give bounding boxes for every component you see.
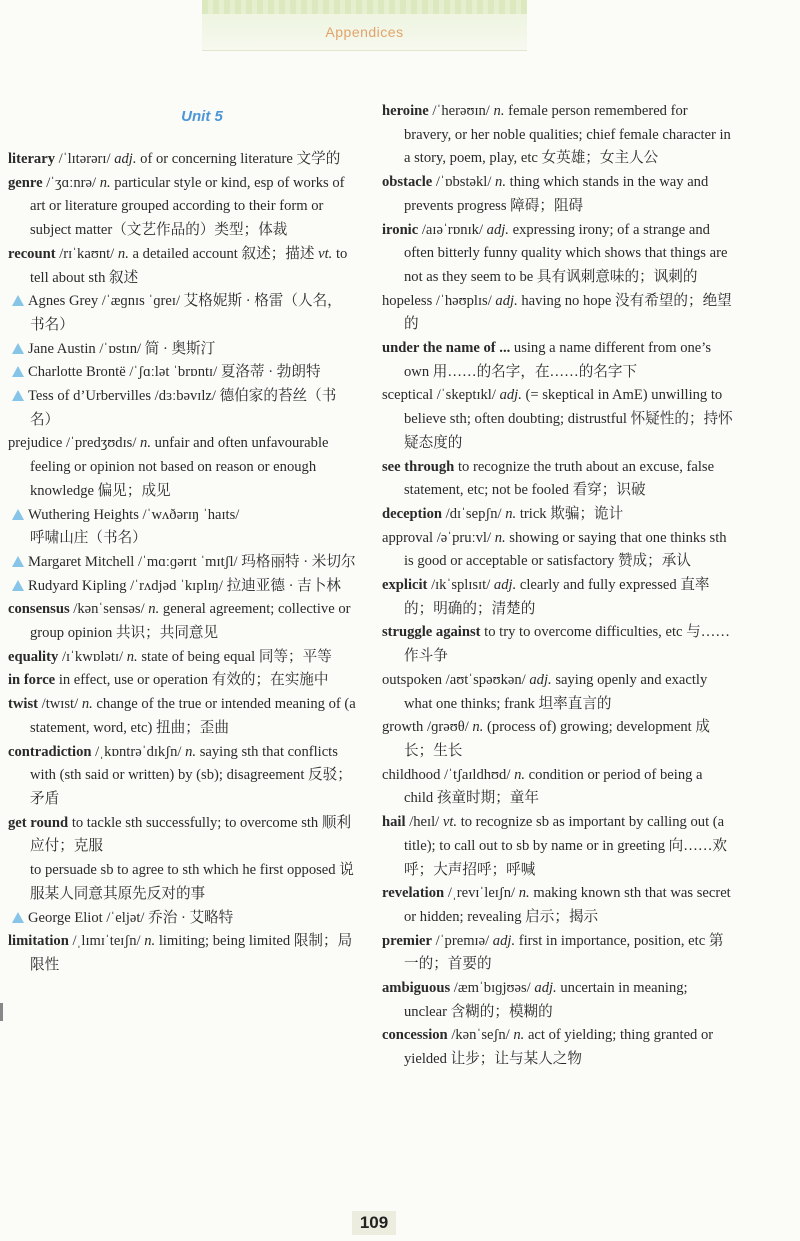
definition: 简 · 奥斯汀 <box>144 340 216 357</box>
definition: trick 欺骗；诡计 <box>519 505 624 522</box>
definition: to recognize the truth about an excuse, false statement, etc; not be fooled 看穿；识破 <box>404 458 715 499</box>
pronunciation: /rɪˈkaʊnt/ <box>59 245 115 262</box>
definition: in effect, use or operation 有效的；在实施中 <box>58 672 329 689</box>
definition: to tell about sth 叙述 <box>30 245 348 286</box>
headword: recount <box>8 245 56 262</box>
glossary-entry <box>382 977 734 1024</box>
glossary-entry <box>8 172 356 243</box>
pronunciation: /dɜːbəvɪlz/ <box>154 388 216 405</box>
part-of-speech: n. <box>518 885 530 902</box>
glossary-list-left <box>8 148 356 978</box>
definition: saying sth that conflicts with (sth said or written) by (sb); disagreement 反驳；矛盾 <box>30 743 352 807</box>
part-of-speech: adj. <box>529 671 552 688</box>
definition: 呼啸山庄（书名） <box>30 530 147 547</box>
pronunciation: /ˈɒbstəkl/ <box>435 174 492 191</box>
definition: (= skeptical in AmE) unwilling to believe sth; often doubting; distrustful 怀疑性的；持怀疑态度的 <box>404 387 733 451</box>
pronunciation: /ˈɒstɪn/ <box>99 340 142 357</box>
part-of-speech: adj. <box>495 292 518 309</box>
glossary-entry <box>8 930 356 977</box>
part-of-speech: n. <box>495 174 506 191</box>
proper-name-entry <box>8 551 356 575</box>
proper-name-triangle-icon <box>12 556 24 567</box>
definition: 德伯家的苔丝（书名） <box>30 388 337 428</box>
pronunciation: /ˈtʃaɪldhʊd/ <box>444 766 511 783</box>
glossary-entry <box>8 741 356 812</box>
proper-name-triangle-icon <box>12 295 24 306</box>
definition: uncertain in meaning; unclear 含糊的；模糊的 <box>404 980 688 1020</box>
headword: hail <box>382 814 406 831</box>
glossary-entry <box>382 1024 734 1071</box>
section-title: Appendices <box>325 24 404 40</box>
glossary-entry <box>382 811 734 882</box>
headword: revelation <box>382 885 445 902</box>
glossary-entry <box>382 716 734 763</box>
proper-name-entry <box>8 575 356 599</box>
proper-name-entry <box>8 361 356 385</box>
header-banner <box>202 0 527 51</box>
definition: particular style or kind, esp of works of art or literature grouped according to their form or subject matter（文艺作品的）类型；体裁 <box>30 174 345 239</box>
definition: using a name different from one’s own 用……的名字，在……的名字下 <box>404 340 711 380</box>
glossary-entry <box>382 930 734 977</box>
definition: to recognize sb as important by calling out (a title); to call out to sb by name or in greeting 向……欢呼；大声招呼；呼喊 <box>404 814 728 878</box>
part-of-speech: adj. <box>534 980 557 997</box>
headword: Tess of d’Urbervilles <box>28 388 151 405</box>
definition: expressing irony; of a strange and often bitterly funny quality which shows that things are not as they seem to be 具有讽刺意味的；讽刺的 <box>404 221 728 285</box>
definition: thing which stands in the way and prevents progress 障碍；阻碍 <box>404 174 709 214</box>
pronunciation: /ˈrʌdjəd ˈkɪplɪŋ/ <box>130 577 223 594</box>
pronunciation: /ˈpremɪə/ <box>435 932 490 949</box>
headword: obstacle <box>382 174 433 191</box>
definition: 乔治 · 艾略特 <box>148 909 234 926</box>
pronunciation: /ˈæɡnɪs ˈɡreɪ/ <box>101 293 181 310</box>
pronunciation: /ɡrəʊθ/ <box>427 719 469 736</box>
part-of-speech: adj. <box>486 221 509 238</box>
glossary-entry <box>382 384 734 455</box>
glossary-entry <box>382 882 734 929</box>
pronunciation: /twɪst/ <box>41 696 79 713</box>
headword: ironic <box>382 221 419 238</box>
glossary-entry <box>382 669 734 716</box>
pronunciation: /əˈpruːvl/ <box>436 529 492 546</box>
margin-mark <box>0 1003 3 1021</box>
header-decoration <box>202 0 527 14</box>
pronunciation: /ˈhəʊplɪs/ <box>435 292 492 309</box>
headword: under the name of ... <box>382 340 511 357</box>
part-of-speech: adj. <box>499 387 522 404</box>
part-of-speech: n. <box>81 696 93 713</box>
pronunciation: /ˈherəʊɪn/ <box>432 103 490 119</box>
glossary-entry <box>8 598 356 645</box>
headword: consensus <box>8 601 70 618</box>
glossary-entry <box>382 527 734 574</box>
glossary-list-right <box>382 100 734 1072</box>
part-of-speech: vt. <box>442 814 458 831</box>
definition: 夏洛蒂 · 勃朗特 <box>220 364 321 381</box>
definition: 艾格妮斯 · 格雷（人名，书名） <box>30 293 342 333</box>
proper-name-triangle-icon <box>12 343 24 354</box>
part-of-speech: n. <box>140 435 151 452</box>
pronunciation: /ˈʃɑːlət ˈbrɒntɪ/ <box>129 364 218 381</box>
part-of-speech: vt. <box>318 245 333 262</box>
part-of-speech: n. <box>148 601 160 618</box>
headword: twist <box>8 696 38 713</box>
proper-name-entry <box>8 385 356 432</box>
headword: get round <box>8 814 69 831</box>
headword: Wuthering Heights <box>28 506 139 523</box>
part-of-speech: n. <box>505 505 517 522</box>
definition: having no hope 没有希望的；绝望的 <box>404 292 732 333</box>
definition: female person remembered for bravery, or her noble qualities; chief female character in a story, poem, play, etc 女英雄；女主人公 <box>404 103 731 167</box>
pronunciation: /ˈlɪtərərɪ/ <box>58 151 111 167</box>
pronunciation: /ˌlɪmɪˈteɪʃn/ <box>72 933 141 950</box>
definition: clearly and fully expressed 直率的；明确的；清楚的 <box>404 577 710 617</box>
definition: unfair and often unfavourable feeling or opinion not based on reason or enough knowledge 偏见；成见 <box>30 435 329 499</box>
headword: George Eliot <box>28 909 103 926</box>
part-of-speech: n. <box>513 1027 525 1044</box>
pronunciation: /ˈeljət/ <box>106 909 145 926</box>
definition: change of the true or intended meaning of (a statement, word, etc) 扭曲；歪曲 <box>30 696 356 736</box>
definition: general agreement; collective or group opinion 共识；共同意见 <box>30 601 351 642</box>
headword: concession <box>382 1027 448 1044</box>
headword: equality <box>8 648 59 665</box>
pronunciation: /ɪˈkwɒlətɪ/ <box>61 648 124 665</box>
proper-name-triangle-icon <box>12 390 24 401</box>
glossary-entry <box>8 669 356 693</box>
part-of-speech: adj. <box>492 932 516 949</box>
sub-definition: to persuade sb to agree to sth which he first opposed 说服某人同意其原先反对的事 <box>30 862 354 902</box>
definition: a detailed account 叙述；描述 <box>132 245 315 262</box>
headword: struggle against <box>382 624 481 641</box>
part-of-speech: n. <box>514 766 526 783</box>
glossary-entry <box>382 503 734 527</box>
headword: ambiguous <box>382 980 451 997</box>
proper-name-triangle-icon <box>12 912 24 923</box>
glossary-entry <box>382 621 734 668</box>
headword: Margaret Mitchell <box>28 553 135 570</box>
part-of-speech: n. <box>494 529 506 546</box>
headword: growth <box>382 719 424 736</box>
proper-name-entry <box>8 907 356 931</box>
headword: sceptical <box>382 387 434 404</box>
part-of-speech: n. <box>99 174 111 191</box>
definition: act of yielding; thing granted or yielded 让步；让与某人之物 <box>404 1027 714 1068</box>
glossary-entry <box>8 646 356 670</box>
pronunciation: /ˌrevɪˈleɪʃn/ <box>447 885 516 902</box>
definition: showing or saying that one thinks sth is good or acceptable or satisfactory 赞成；承认 <box>404 529 727 570</box>
unit-title: Unit 5 <box>181 108 223 125</box>
part-of-speech: n. <box>117 245 129 262</box>
pronunciation: /ˈmɑːɡərɪt ˈmɪtʃl/ <box>137 553 238 570</box>
pronunciation: /æmˈbɪɡjʊəs/ <box>453 980 531 997</box>
glossary-entry <box>8 148 356 172</box>
part-of-speech: n. <box>126 648 138 665</box>
definition: of or concerning literature 文学的 <box>140 151 341 167</box>
glossary-entry <box>8 432 356 503</box>
pronunciation: /ˈpredʒʊdɪs/ <box>65 435 137 452</box>
part-of-speech: n. <box>493 103 505 119</box>
glossary-entry <box>382 290 734 337</box>
definition: making known sth that was secret or hidden; revealing 启示；揭示 <box>404 885 731 925</box>
headword: hopeless <box>382 292 433 309</box>
headword: approval <box>382 529 434 546</box>
headword: premier <box>382 932 432 949</box>
headword: heroine <box>382 103 429 119</box>
glossary-entry <box>382 337 734 384</box>
pronunciation: /ɪkˈsplɪsɪt/ <box>431 577 491 594</box>
pronunciation: /ˈʒɑːnrə/ <box>46 174 97 191</box>
pronunciation: /aʊtˈspəʊkən/ <box>445 671 526 688</box>
pronunciation: /aɪəˈrɒnɪk/ <box>421 221 483 238</box>
headword: prejudice <box>8 435 63 452</box>
pronunciation: /ˈskeptɪkl/ <box>436 387 496 404</box>
pronunciation: /heɪl/ <box>409 814 440 831</box>
headword: deception <box>382 505 442 522</box>
glossary-entry <box>8 243 356 290</box>
pronunciation: /kənˈseʃn/ <box>451 1027 510 1044</box>
definition: to try to overcome difficulties, etc 与……作斗争 <box>404 624 730 665</box>
glossary-entry <box>8 812 356 907</box>
definition: condition or period of being a child 孩童时期；童年 <box>404 766 703 807</box>
headword: Charlotte Brontë <box>28 364 126 381</box>
headword: literary <box>8 151 55 167</box>
part-of-speech: adj. <box>114 151 137 167</box>
glossary-entry <box>382 574 734 621</box>
part-of-speech: n. <box>144 933 156 950</box>
proper-name-triangle-icon <box>12 509 24 520</box>
headword: limitation <box>8 933 69 950</box>
headword: Agnes Grey <box>28 293 99 310</box>
part-of-speech: n. <box>185 743 197 760</box>
definition: saying openly and exactly what one thinks; frank 坦率直言的 <box>404 671 708 712</box>
glossary-entry <box>382 764 734 811</box>
headword: contradiction <box>8 743 92 760</box>
left-column <box>8 100 356 978</box>
headword: Rudyard Kipling <box>28 577 127 594</box>
headword: see through <box>382 458 455 475</box>
definition: to tackle sth successfully; to overcome sth 顺利应付；克服 <box>30 814 352 855</box>
glossary-entry <box>382 100 734 171</box>
definition: state of being equal 同等；平等 <box>141 648 332 665</box>
page-number: 109 <box>352 1211 396 1235</box>
pronunciation: /ˈwʌðərɪŋ ˈhaɪts/ <box>142 506 240 523</box>
headword: in force <box>8 672 56 689</box>
proper-name-triangle-icon <box>12 580 24 591</box>
proper-name-entry <box>8 338 356 362</box>
proper-name-entry <box>8 290 356 337</box>
definition: (process of) growing; development 成长；生长 <box>404 719 710 759</box>
proper-name-triangle-icon <box>12 366 24 377</box>
headword: outspoken <box>382 671 442 688</box>
right-column <box>382 100 734 1072</box>
glossary-entry <box>382 219 734 290</box>
headword: Jane Austin <box>28 340 96 357</box>
headword: genre <box>8 174 43 191</box>
glossary-entry <box>382 456 734 503</box>
glossary-entry <box>8 693 356 740</box>
definition: 拉迪亚德 · 吉卜林 <box>226 577 341 594</box>
definition: first in importance, position, etc 第一的；首要的 <box>404 932 724 973</box>
glossary-entry <box>382 171 734 218</box>
pronunciation: /dɪˈsepʃn/ <box>445 505 502 522</box>
proper-name-entry <box>8 504 356 551</box>
definition: limiting; being limited 限制；局限性 <box>30 933 353 973</box>
part-of-speech: adj. <box>493 577 517 594</box>
headword: explicit <box>382 577 428 594</box>
headword: childhood <box>382 766 441 783</box>
part-of-speech: n. <box>472 719 484 736</box>
definition: 玛格丽特 · 米切尔 <box>241 553 356 570</box>
pronunciation: /kənˈsensəs/ <box>73 601 145 618</box>
pronunciation: /ˌkɒntrəˈdɪkʃn/ <box>95 743 182 760</box>
